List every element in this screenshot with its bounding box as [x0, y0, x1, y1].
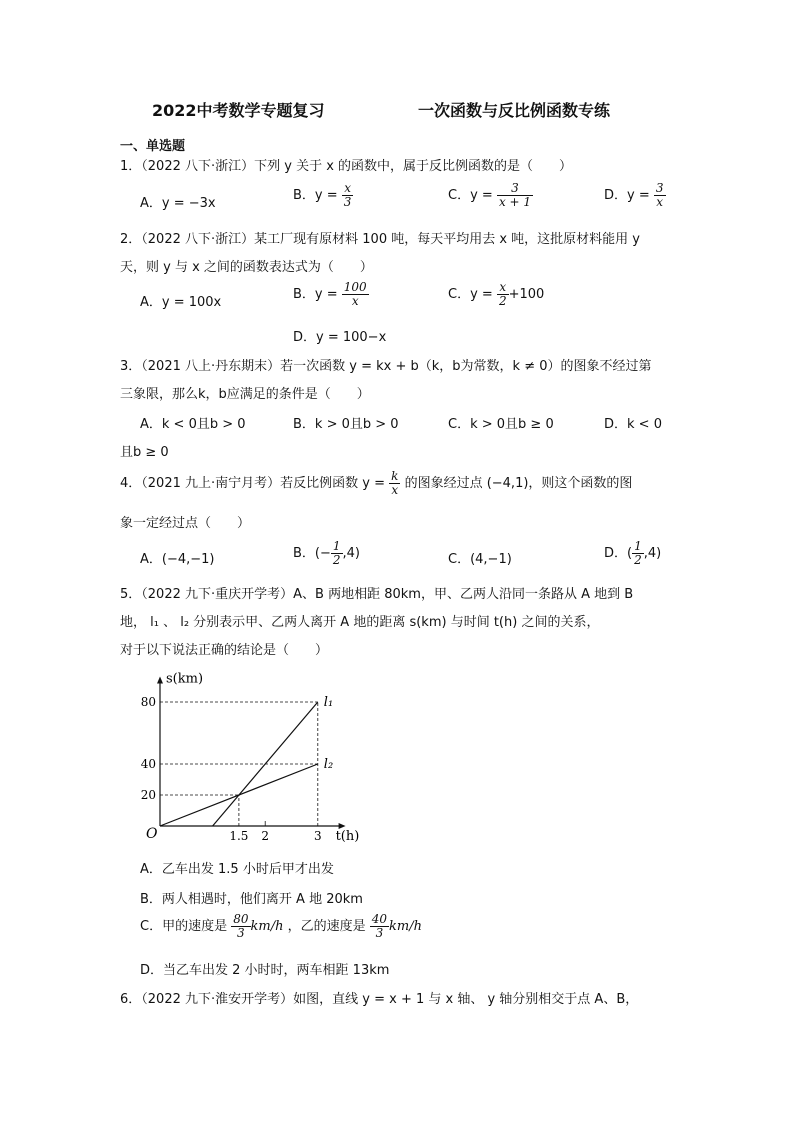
question-number: 2．: [120, 232, 142, 247]
question-text: 某工厂现有原材料 100 吨，每天平均用去 x 吨，这批原材料能用 y: [254, 232, 641, 247]
y-tick-label: 80: [140, 695, 156, 709]
question-5-line-3: 对于以下说法正确的结论是（ ）: [120, 643, 329, 658]
question-number: 1．: [120, 159, 142, 174]
question-source: （2022 八下·浙江）: [141, 159, 255, 174]
fraction: [331, 540, 343, 567]
series-label-l2: l₂: [323, 757, 334, 772]
x-tick-label: 1.5: [229, 829, 249, 843]
question-number: 6．: [120, 992, 142, 1007]
q1-option-a: A．y = −3x: [140, 196, 216, 211]
chart-layer: [141, 672, 360, 845]
denominator: x: [389, 483, 400, 497]
option-tail: ,4): [342, 546, 361, 561]
q4-option-c: C．(4,−1): [448, 552, 512, 567]
title-left: 2022中考数学专题复习: [152, 101, 325, 120]
q1-option-d: [604, 182, 666, 209]
question-text: 下列 y 关于 x 的函数中，属于反比例函数的是（ ）: [254, 159, 573, 174]
y-tick-label: 40: [140, 757, 156, 771]
fraction: [342, 281, 369, 308]
series-line-l2: [160, 764, 318, 826]
question-source: （2021 九上·南宁月考）: [141, 476, 281, 491]
q5-option-a: A．乙车出发 1.5 小时后甲才出发: [140, 862, 334, 877]
numerator: 1: [332, 539, 341, 553]
denominator: 2: [634, 553, 642, 567]
q5-option-c: [140, 913, 422, 940]
question-number: 3．: [120, 359, 142, 374]
fraction: [497, 182, 533, 209]
fraction: [370, 913, 389, 940]
numerator: 1: [634, 539, 642, 553]
denominator: x: [654, 195, 666, 209]
numerator: x: [344, 181, 351, 195]
q2-option-c: [448, 281, 544, 308]
numerator: x: [499, 280, 507, 294]
fraction: [654, 182, 666, 209]
x-axis-label: t(h): [335, 829, 360, 844]
option-label: B．(−: [293, 546, 331, 561]
numerator: 100: [343, 280, 367, 294]
numerator: 3: [655, 181, 664, 195]
question-5: [120, 583, 633, 602]
question-text: 若反比例函数 y =: [280, 476, 385, 491]
denominator: 2: [498, 294, 507, 308]
section-heading: 一、单选题: [120, 139, 186, 154]
question-2: [120, 228, 640, 247]
unit: km/h: [389, 919, 423, 934]
question-text: A、B 两地相距 80km，甲、乙两人沿同一条路从 A 地到 B: [293, 587, 634, 602]
fraction: [342, 182, 354, 209]
series-label-l1: l₁: [323, 695, 334, 710]
origin-label: O: [146, 826, 158, 842]
y-axis-label: s(km): [166, 671, 204, 687]
question-source: （2022 九下·淮安开学考）: [141, 992, 294, 1007]
question-5-line-2: 地， l₁ 、 l₂ 分别表示甲、乙两人离开 A 地的距离 s(km) 与时间 t(h) 之间的关系，: [120, 615, 600, 630]
question-source: （2021 八上·丹东期末）: [141, 359, 281, 374]
question-text-cont: 的图象经过点 (−4,1)，则这个函数的图: [404, 476, 633, 491]
y-axis-arrow: [157, 677, 163, 684]
title-right: 一次函数与反比例函数专练: [418, 101, 611, 120]
distance-time-chart: [136, 670, 360, 850]
option-tail: +100: [508, 287, 545, 302]
q1-option-c: [448, 182, 533, 209]
question-4: [120, 470, 632, 497]
fraction: [497, 281, 509, 308]
denominator: 3: [370, 926, 389, 940]
option-label: C．y =: [448, 188, 493, 203]
option-label: D．(: [604, 546, 633, 561]
question-3-line-2: 三象限，那么k，b应满足的条件是（ ）: [120, 387, 370, 402]
denominator: 2: [332, 553, 341, 567]
numerator: 3: [511, 181, 519, 195]
fraction: [231, 913, 250, 940]
denominator: x: [342, 294, 369, 308]
q2-option-a: A．y = 100x: [140, 295, 222, 310]
numerator: k: [391, 469, 399, 483]
y-tick-label: 20: [140, 788, 156, 802]
unit: km/h: [250, 919, 284, 934]
q3-option-c: C．k > 0且b ≥ 0: [448, 417, 554, 432]
q2-option-d: D．y = 100−x: [293, 330, 387, 345]
x-tick-label: 2: [261, 829, 270, 843]
option-label: C．甲的速度是: [140, 919, 228, 934]
q5-option-d: D．当乙车出发 2 小时时，两车相距 13km: [140, 963, 390, 978]
q5-option-b: B．两人相遇时，他们离开 A 地 20km: [140, 892, 363, 907]
fraction: [389, 470, 400, 497]
question-source: （2022 九下·重庆开学考）: [141, 587, 294, 602]
numerator: 80: [233, 912, 249, 926]
denominator: 3: [343, 195, 352, 209]
question-3: [120, 355, 652, 374]
q4-option-d: [604, 540, 661, 567]
question-2-line-2: 天，则 y 与 x 之间的函数表达式为（ ）: [120, 260, 373, 275]
q3-option-d-cont: 且b ≥ 0: [120, 445, 169, 460]
fraction: [632, 540, 644, 567]
denominator: x + 1: [498, 195, 532, 209]
denominator: 3: [231, 926, 250, 940]
x-tick-label: 3: [313, 829, 322, 843]
question-text: 若一次函数 y = kx + b（k，b为常数，k ≠ 0）的图象不经过第: [280, 359, 652, 374]
numerator: 40: [371, 912, 388, 926]
q3-option-b: B．k > 0且b > 0: [293, 417, 399, 432]
option-label: B．y =: [293, 188, 338, 203]
option-label: C．y =: [448, 287, 493, 302]
q4-option-b: [293, 540, 360, 567]
question-1: [120, 155, 572, 174]
question-4-line-2: 象一定经过点（ ）: [120, 516, 251, 531]
option-mid: ，乙的速度是: [287, 919, 366, 934]
option-tail: ,4): [643, 546, 662, 561]
q1-option-b: [293, 182, 353, 209]
q3-option-a: A．k < 0且b > 0: [140, 417, 246, 432]
question-number: 4．: [120, 476, 142, 491]
option-label: B．y =: [293, 287, 338, 302]
q3-option-d: D．k < 0: [604, 417, 662, 432]
question-text: 如图，直线 y = x + 1 与 x 轴、 y 轴分别相交于点 A、B，: [293, 992, 639, 1007]
question-6: [120, 988, 638, 1007]
question-number: 5．: [120, 587, 142, 602]
option-label: D．y =: [604, 188, 650, 203]
q4-option-a: A．(−4,−1): [140, 552, 215, 567]
question-source: （2022 八下·浙江）: [141, 232, 255, 247]
q2-option-b: [293, 281, 369, 308]
